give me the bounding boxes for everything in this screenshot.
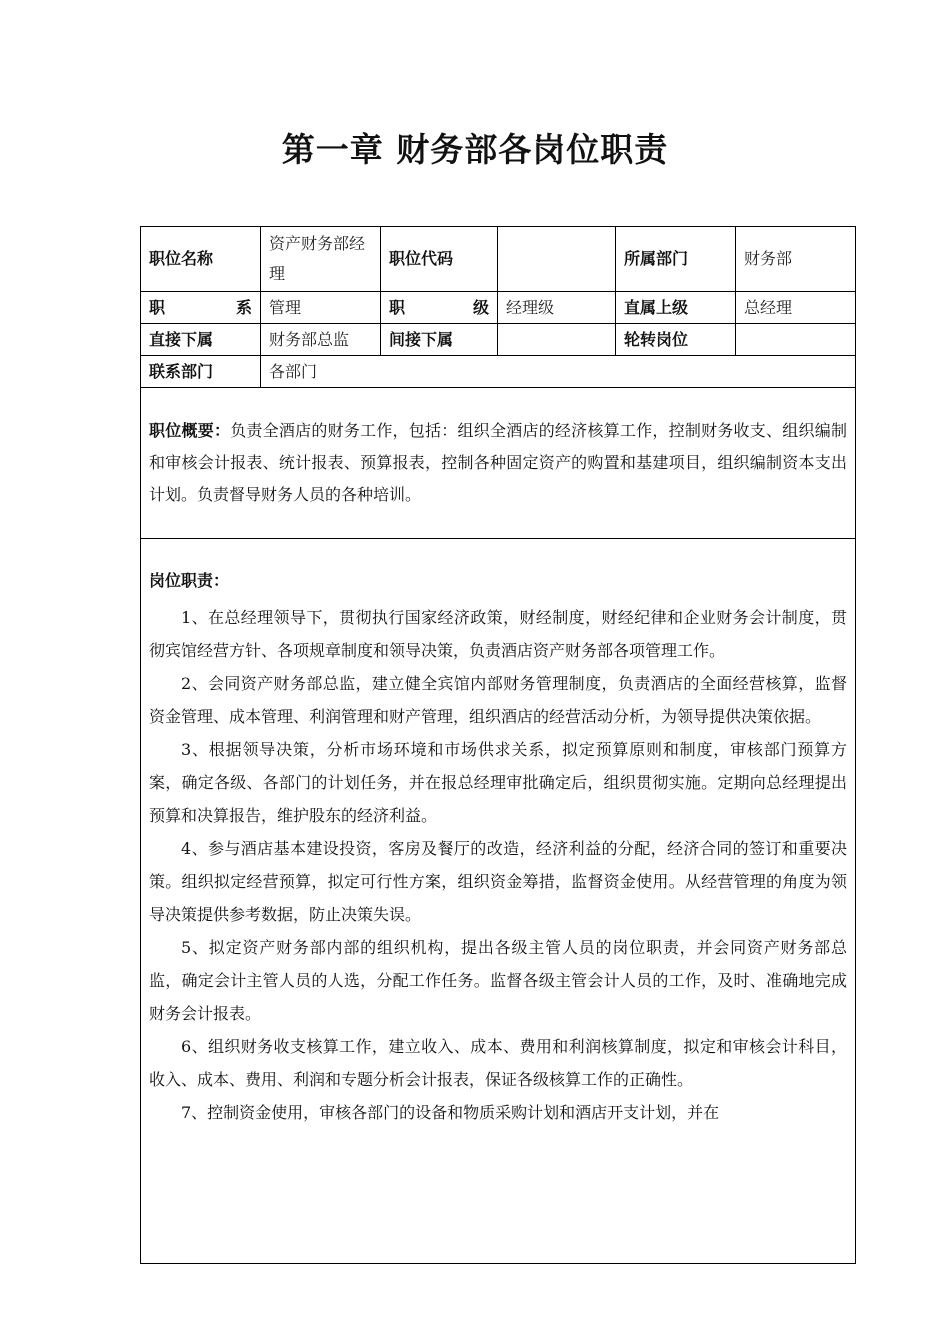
list-item: 4、参与酒店基本建设投资，客房及餐厅的改造，经济利益的分配，经济合同的签订和重要决策。组织拟定经营预算，拟定可行性方案，组织资金筹措，监督资金使用。从经营管理的角度为领导决策提供参考数据，防止决策失误。: [149, 839, 847, 924]
overview-cell: [141, 388, 856, 539]
indirect-subordinate-value: [498, 324, 616, 356]
grade-label: 职 级: [381, 292, 498, 324]
department-label: 所属部门: [616, 227, 736, 292]
job-description-table: [140, 226, 856, 1264]
position-code-label: 职位代码: [381, 227, 498, 292]
overview-label: 职位概要：: [149, 421, 231, 440]
list-item: 5、拟定资产财务部内部的组织机构，提出各级主管人员的岗位职责，并会同资产财务部总监，确定会计主管人员的人选，分配工作任务。监督各级主管会计人员的工作，及时、准确地完成财务会计报表。: [149, 938, 847, 1023]
contact-department-label: 联系部门: [141, 356, 261, 388]
indirect-subordinate-label: 间接下属: [381, 324, 498, 356]
superior-value: 总经理: [736, 292, 856, 324]
position-code-value: [498, 227, 616, 292]
list-item: 6、组织财务收支核算工作，建立收入、成本、费用和利润核算制度，拟定和审核会计科目，收入、成本、费用、利润和专题分析会计报表，保证各级核算工作的正确性。: [149, 1037, 847, 1089]
responsibilities-label: 岗位职责：: [149, 571, 230, 590]
list-item: 1、在总经理领导下，贯彻执行国家经济政策，财经制度，财经纪律和企业财务会计制度，贯彻宾馆经营方针、各项规章制度和领导决策，负责酒店资产财务部各项管理工作。: [149, 608, 847, 660]
direct-subordinate-label: 直接下属: [141, 324, 261, 356]
table-row: [141, 356, 856, 388]
table-row: [141, 324, 856, 356]
position-name-label: 职位名称: [141, 227, 261, 292]
table-row: [141, 292, 856, 324]
table-row: [141, 388, 856, 539]
department-value: 财务部: [736, 227, 856, 292]
list-item: 3、根据领导决策，分析市场环境和市场供求关系，拟定预算原则和制度，审核部门预算方案，确定各级、各部门的计划任务，并在报总经理审批确定后，组织贯彻实施。定期向总经理提出预算和决算报告，维护股东的经济利益。: [149, 740, 847, 825]
table-row: [141, 539, 856, 1264]
series-label: 职 系: [141, 292, 261, 324]
responsibilities-cell: [141, 539, 856, 1264]
list-item: 2、会同资产财务部总监，建立健全宾馆内部财务管理制度，负责酒店的全面经营核算，监督资金管理、成本管理、利润管理和财产管理，组织酒店的经营活动分析，为领导提供决策依据。: [149, 674, 847, 726]
position-name-value: 资产财务部经理: [261, 227, 381, 292]
rotation-value: [736, 324, 856, 356]
page-title: 第一章 财务部各岗位职责: [281, 130, 669, 169]
rotation-label: 轮转岗位: [616, 324, 736, 356]
series-value: 管理: [261, 292, 381, 324]
list-item: 7、控制资金使用，审核各部门的设备和物质采购计划和酒店开支计划，并在: [181, 1103, 720, 1122]
direct-subordinate-value: 财务部总监: [261, 324, 381, 356]
overview-text: 负责全酒店的财务工作，包括：组织全酒店的经济核算工作，控制财务收支、组织编制和审核会计报表、统计报表、预算报表，控制各种固定资产的购置和基建项目，组织编制资本支出计划。负责督导财务人员的各种培训。: [149, 421, 847, 504]
grade-value: 经理级: [498, 292, 616, 324]
contact-department-value: 各部门: [261, 356, 856, 388]
superior-label: 直属上级: [616, 292, 736, 324]
table-row: [141, 227, 856, 292]
